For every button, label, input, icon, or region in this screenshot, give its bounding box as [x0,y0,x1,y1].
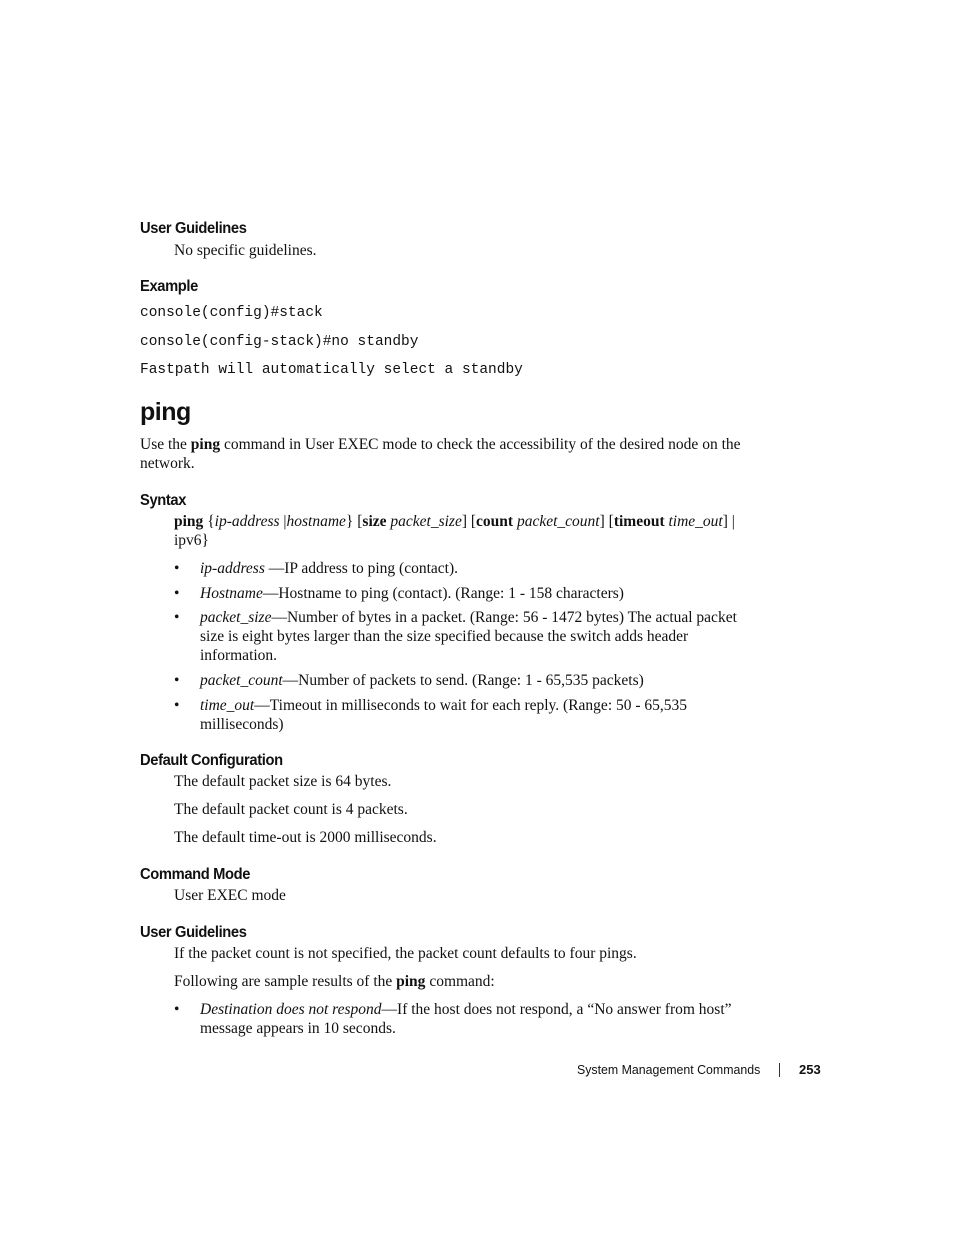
default-packet-size: The default packet size is 64 bytes. [174,773,392,790]
user-guidelines-heading: User Guidelines [140,220,247,237]
param-ip-address: ip-address —IP address to ping (contact). [200,560,459,577]
bullet-marker: • [174,1001,180,1018]
param-time-out: time_out—Timeout in milliseconds to wait for each reply. (Range: 50 - 65,535 milliseconds) [200,697,688,733]
example-code-line-3: Fastpath will automatically select a standby [140,362,523,378]
footer-divider [779,1063,780,1077]
bullet-marker: • [174,609,180,626]
page-title: ping [140,398,191,426]
example-heading: Example [140,278,198,295]
syntax-heading: Syntax [140,492,187,509]
sample-results-intro: Following are sample results of the ping command: [174,973,495,990]
user-guidelines-text: No specific guidelines. [174,242,317,259]
default-time-out: The default time-out is 2000 milliseconds. [174,829,437,846]
example-code-line-1: console(config)#stack [140,305,323,321]
result-destination-not-respond: Destination does not respond—If the host does not respond, a “No answer from host” message appears in 10 seconds. [200,1001,732,1037]
user-guidelines-heading-2: User Guidelines [140,924,247,941]
user-guidelines-text-2: If the packet count is not specified, the packet count defaults to four pings. [174,945,637,962]
default-packet-count: The default packet count is 4 packets. [174,801,408,818]
ping-intro: Use the ping command in User EXEC mode to check the accessibility of the desired node on the network. [140,436,741,472]
command-mode-text: User EXEC mode [174,887,286,904]
command-mode-heading: Command Mode [140,866,251,883]
bullet-marker: • [174,697,180,714]
example-code-line-2: console(config-stack)#no standby [140,334,419,350]
bullet-marker: • [174,585,180,602]
syntax-line: ping {ip-address |hostname} [size packet_size] [count packet_count] [timeout time_out] | ipv6} [174,513,735,549]
footer-section-title: System Management Commands [577,1062,761,1077]
bullet-marker: • [174,560,180,577]
default-configuration-heading: Default Configuration [140,752,283,769]
param-hostname: Hostname—Hostname to ping (contact). (Range: 1 - 158 characters) [200,585,624,602]
page-number: 253 [799,1062,821,1077]
param-packet-size: packet_size—Number of bytes in a packet. (Range: 56 - 1472 bytes) The actual packet size is eight bytes larger than the size specified because the switch adds header information. [200,609,737,664]
bullet-marker: • [174,672,180,689]
param-packet-count: packet_count—Number of packets to send. (Range: 1 - 65,535 packets) [200,672,644,689]
